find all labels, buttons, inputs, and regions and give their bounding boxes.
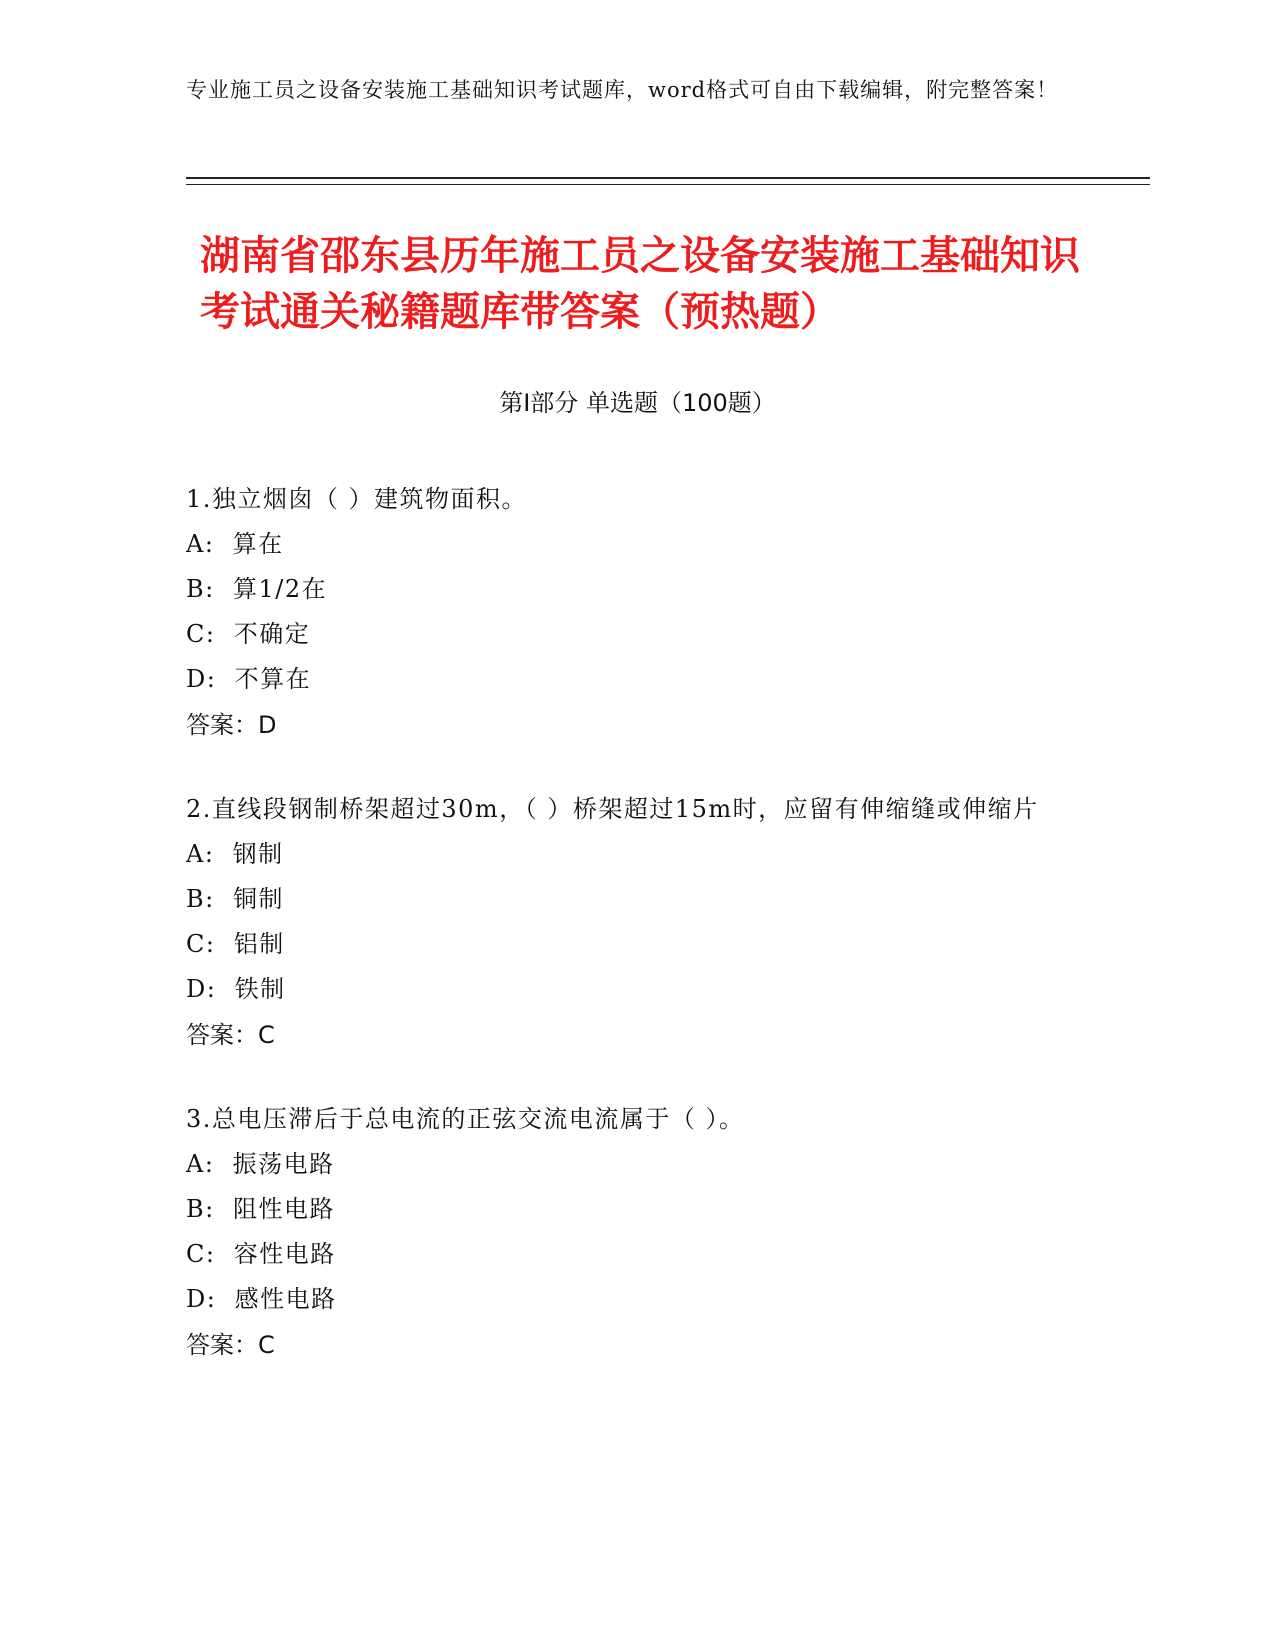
option-b: B: 铜制 xyxy=(186,885,284,913)
section-heading: 第Ⅰ部分 单选题（100题） xyxy=(499,389,776,417)
header-description: 专业施工员之设备安装施工基础知识考试题库，word格式可自由下载编辑，附完整答案！ xyxy=(186,78,1059,102)
option-a: A: 算在 xyxy=(186,530,284,558)
option-d: D: 铁制 xyxy=(186,975,286,1003)
option-b: B: 算1/2在 xyxy=(186,575,328,603)
question-1 xyxy=(186,476,1066,748)
option-d: D: 不算在 xyxy=(186,665,312,693)
header-divider-thin xyxy=(186,184,1150,185)
option-c: C: 容性电路 xyxy=(186,1240,336,1268)
question-stem: 3.总电压滞后于总电流的正弦交流电流属于（ ）。 xyxy=(186,1105,745,1133)
question-list xyxy=(186,476,1066,1406)
option-b: B: 阻性电路 xyxy=(186,1195,335,1223)
option-a: A: 振荡电路 xyxy=(186,1150,335,1178)
question-2 xyxy=(186,786,1066,1058)
question-stem: 2.直线段钢制桥架超过30m，（ ）桥架超过15m时，应留有伸缩缝或伸缩片 xyxy=(186,795,1039,823)
option-a: A: 钢制 xyxy=(186,840,284,868)
option-c: C: 铝制 xyxy=(186,930,285,958)
option-c: C: 不确定 xyxy=(186,620,311,648)
document-title: 湖南省邵东县历年施工员之设备安装施工基础知识考试通关秘籍题库带答案（预热题） xyxy=(200,233,1080,335)
answer: 答案：C xyxy=(186,1021,275,1049)
option-d: D: 感性电路 xyxy=(186,1285,337,1313)
answer: 答案：C xyxy=(186,1331,275,1359)
answer: 答案：D xyxy=(186,711,277,739)
question-stem: 1.独立烟囱（ ）建筑物面积。 xyxy=(186,485,528,513)
question-3 xyxy=(186,1096,1066,1368)
header-divider-thick xyxy=(186,177,1150,179)
